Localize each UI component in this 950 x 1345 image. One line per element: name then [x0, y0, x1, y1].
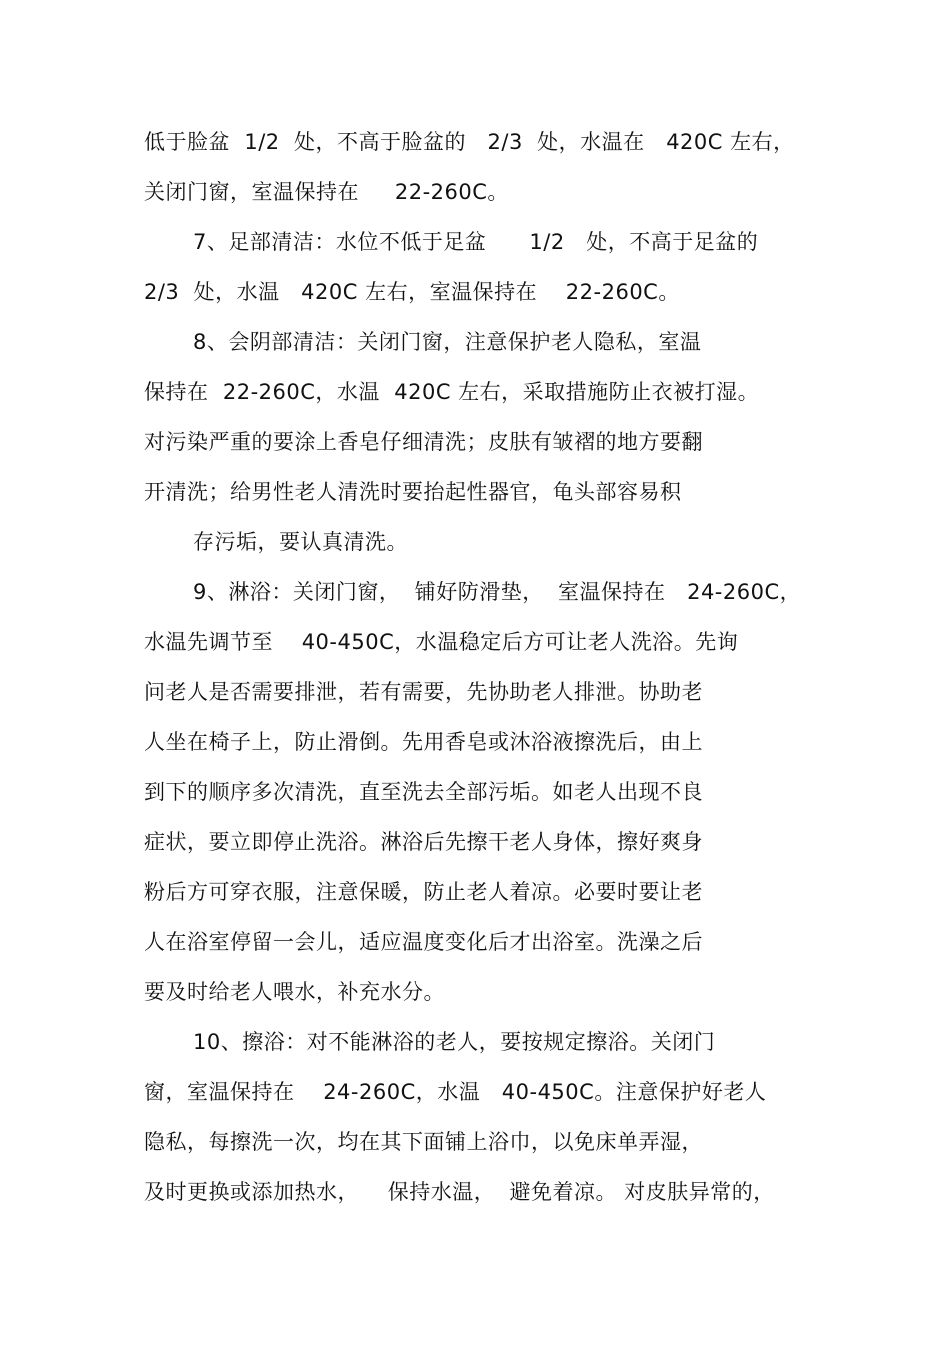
text-line: 隐私，每擦洗一次，均在其下面铺上浴巾，以免床单弄湿，: [144, 1130, 703, 1154]
paragraph-8-start: 8、会阴部清洁：关闭门窗，注意保护老人隐私，室温: [193, 330, 702, 354]
text-line: 对污染严重的要涂上香皂仔细清洗；皮肤有皱褶的地方要翻: [144, 430, 703, 454]
text-line: 粉后方可穿衣服，注意保暖，防止老人着凉。必要时要让老: [144, 880, 703, 904]
text-line: 到下的顺序多次清洗，直至洗去全部污垢。如老人出现不良: [144, 780, 703, 804]
text-line: 水温先调节至 40-450C，水温稳定后方可让老人洗浴。先询: [144, 630, 739, 654]
text-line: 2/3 处，水温 420C 左右，室温保持在 22-260C。: [144, 280, 680, 304]
paragraph-9-start: 9、淋浴：关闭门窗， 铺好防滑垫， 室温保持在 24-260C，: [193, 580, 802, 604]
paragraph-7-start: 7、足部清洁：水位不低于足盆 1/2 处，不高于足盆的: [193, 230, 759, 254]
text-line: 关闭门窗，室温保持在 22-260C。: [144, 180, 509, 204]
paragraph-10-start: 10、擦浴：对不能淋浴的老人，要按规定擦浴。关闭门: [193, 1030, 716, 1054]
text-line: 窗，室温保持在 24-260C，水温 40-450C。注意保护好老人: [144, 1080, 767, 1104]
text-line: 低于脸盆 1/2 处，不高于脸盆的 2/3 处，水温在 420C 左右，: [144, 130, 795, 154]
text-line: 及时更换或添加热水， 保持水温， 避免着凉。 对皮肤异常的，: [144, 1180, 775, 1204]
text-line: 问老人是否需要排泄，若有需要，先协助老人排泄。协助老: [144, 680, 703, 704]
text-line: 要及时给老人喂水，补充水分。: [144, 980, 445, 1004]
text-line: 存污垢，要认真清洗。: [193, 530, 408, 554]
text-line: 症状，要立即停止洗浴。淋浴后先擦干老人身体，擦好爽身: [144, 830, 703, 854]
text-line: 人坐在椅子上，防止滑倒。先用香皂或沐浴液擦洗后，由上: [144, 730, 703, 754]
text-line: 人在浴室停留一会儿，适应温度变化后才出浴室。洗澡之后: [144, 930, 703, 954]
text-line: 保持在 22-260C，水温 420C 左右，采取措施防止衣被打湿。: [144, 380, 760, 404]
text-line: 开清洗；给男性老人清洗时要抬起性器官，龟头部容易积: [144, 480, 682, 504]
